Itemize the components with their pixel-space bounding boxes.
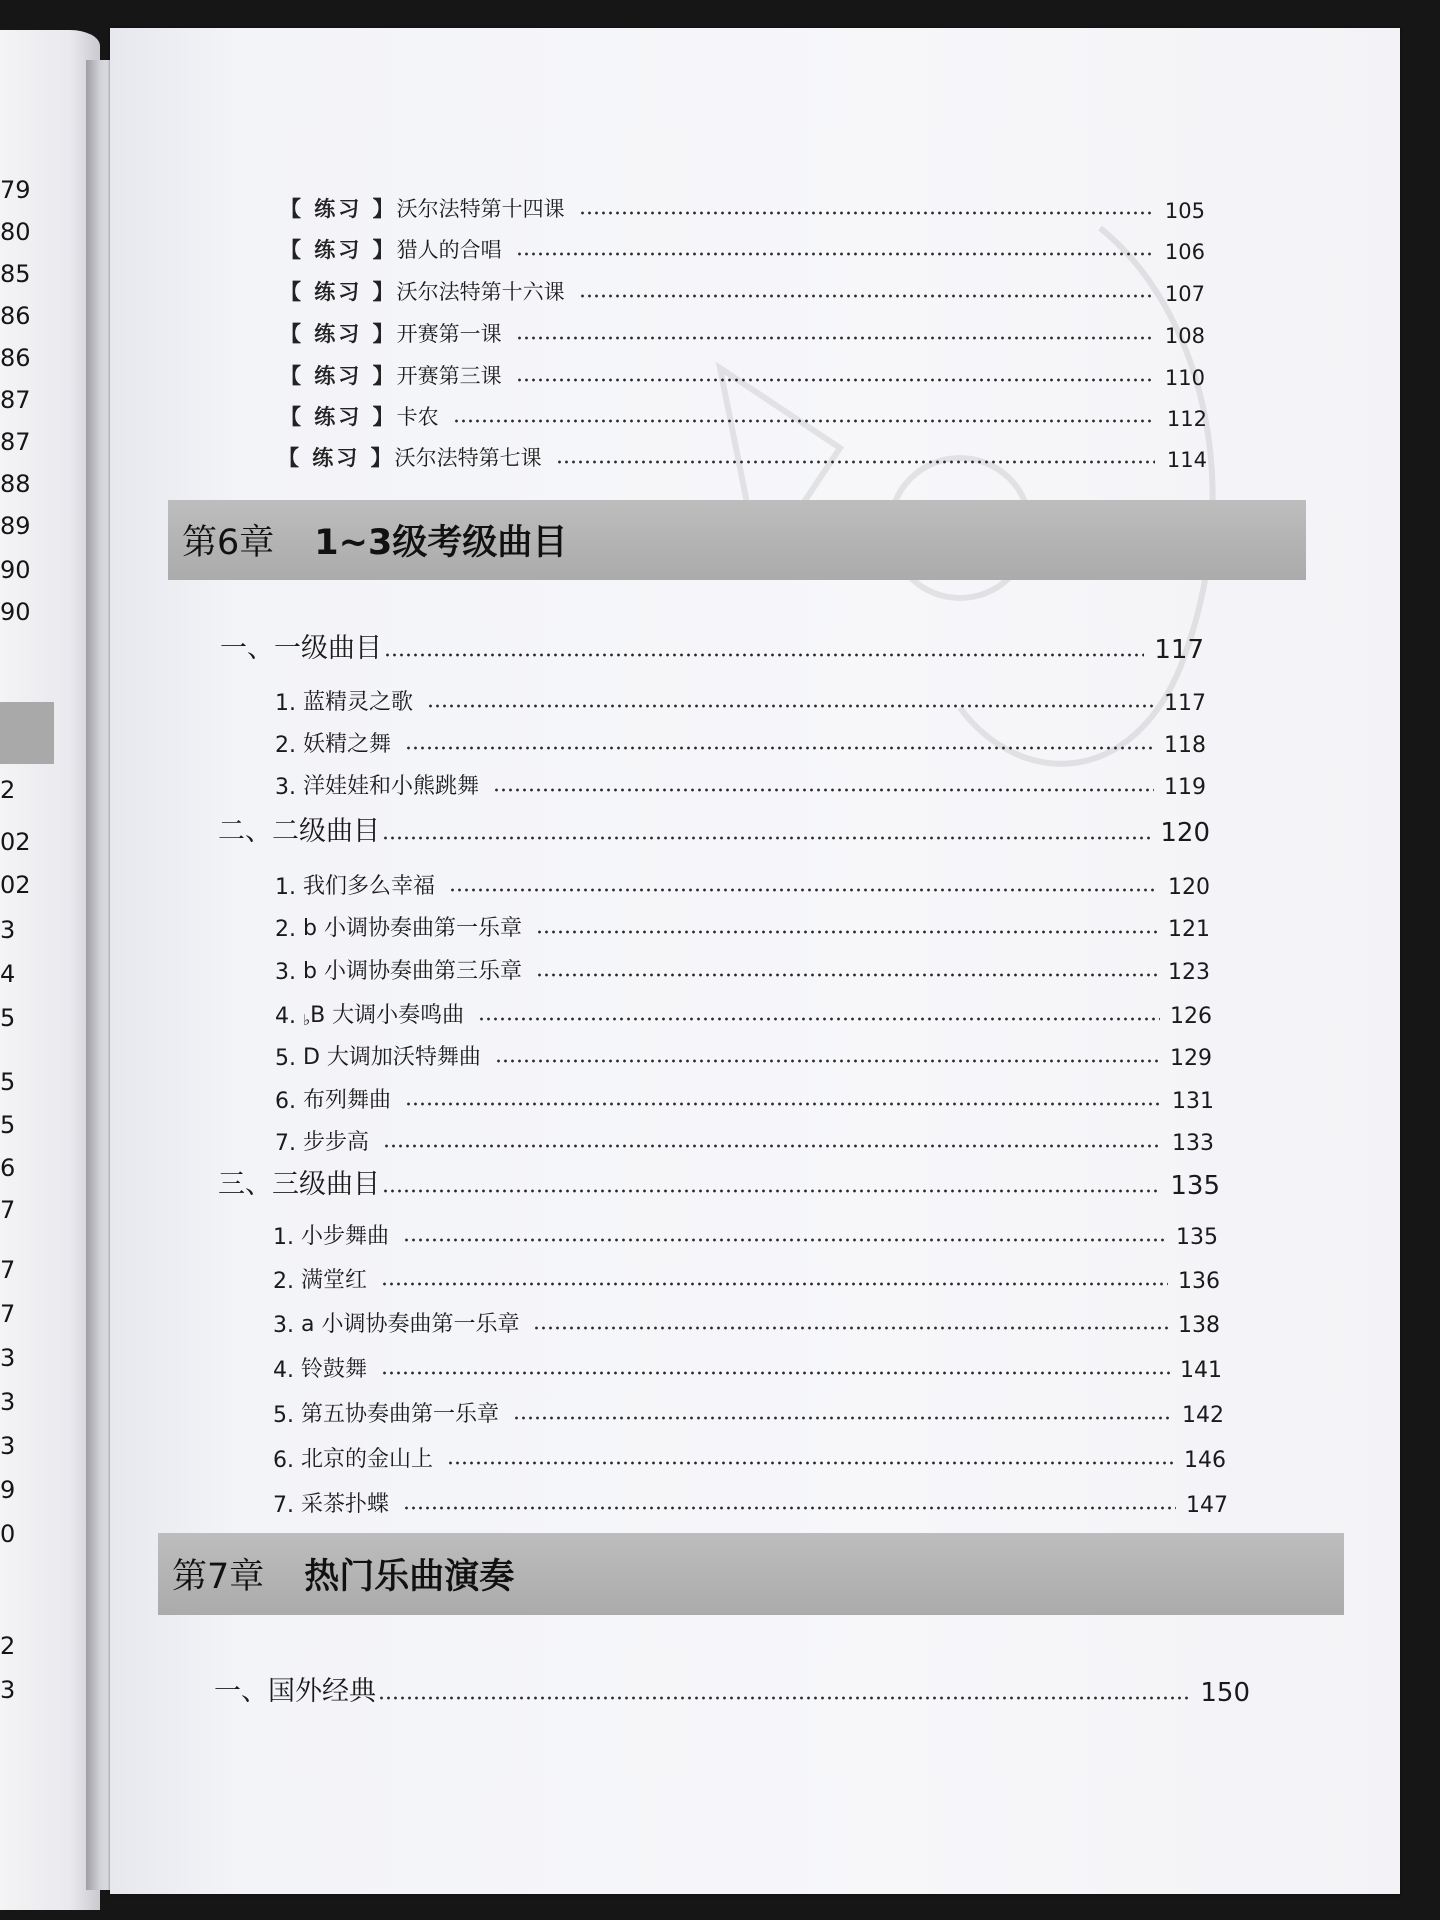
left-page-number: 3 — [0, 1388, 16, 1416]
entry-number: 7. — [273, 1493, 294, 1518]
left-page-number: 90 — [0, 598, 31, 626]
exercise-tag: 【 练习 】 — [280, 280, 397, 304]
left-page-number: 7 — [0, 1196, 16, 1224]
left-page-number: 0 — [0, 1520, 16, 1548]
entry-page: 142 — [1182, 1403, 1224, 1428]
dot-leader — [495, 1059, 1160, 1063]
toc-entry[interactable] — [273, 1398, 1224, 1428]
entry-title: 猎人的合唱 — [396, 238, 502, 262]
exercise-tag: 【 练习 】 — [280, 405, 397, 429]
dot-leader — [383, 1144, 1162, 1148]
entry-title: 洋娃娃和小熊跳舞 — [303, 774, 480, 799]
exercise-tag: 【 练习 】 — [280, 238, 397, 262]
toc-entry[interactable] — [275, 1041, 1212, 1071]
section-title: 三、三级曲目 — [218, 1169, 380, 1200]
section-title: 二、二级曲目 — [218, 816, 380, 847]
toc-entry[interactable] — [273, 1308, 1220, 1338]
entry-page: 120 — [1168, 875, 1210, 900]
section-page: 135 — [1170, 1171, 1220, 1201]
toc-entry[interactable] — [275, 1084, 1214, 1114]
toc-entry[interactable] — [275, 912, 1210, 942]
toc-entry[interactable] — [273, 1488, 1228, 1518]
entry-page: 121 — [1168, 917, 1210, 942]
entry-title: 第五协奏曲第一乐章 — [301, 1402, 500, 1427]
entry-number: 2. — [275, 917, 296, 942]
left-page-number: 2 — [0, 1632, 16, 1660]
toc-entry-exercise[interactable] — [278, 442, 1207, 472]
toc-entry[interactable] — [275, 870, 1210, 900]
entry-page: 118 — [1164, 733, 1206, 758]
toc-entry[interactable] — [275, 1126, 1214, 1156]
exercise-tag: 【 练习 】 — [278, 446, 395, 470]
left-page-number: 86 — [0, 302, 31, 330]
entry-number: 5. — [273, 1403, 294, 1428]
toc-section-foreign[interactable] — [214, 1672, 1250, 1708]
left-page-number: 87 — [0, 386, 31, 414]
dot-leader — [536, 973, 1158, 977]
left-page-number: 5 — [0, 1111, 16, 1139]
entry-page: 146 — [1184, 1448, 1226, 1473]
exercise-tag: 【 练习 】 — [280, 322, 397, 346]
toc-section-grade2[interactable] — [218, 812, 1210, 848]
entry-page: 136 — [1178, 1269, 1220, 1294]
toc-entry-exercise[interactable] — [280, 276, 1205, 306]
left-page-number: 87 — [0, 428, 31, 456]
dot-leader — [579, 211, 1153, 215]
entry-title: 沃尔法特第十四课 — [396, 197, 565, 221]
dot-leader — [405, 1102, 1162, 1106]
toc-entry[interactable] — [273, 1264, 1220, 1294]
entry-number: 6. — [273, 1448, 294, 1473]
left-page-number: 6 — [0, 1154, 16, 1182]
left-page-number: 88 — [0, 470, 31, 498]
entry-page: 123 — [1168, 960, 1210, 985]
left-chapter-bar — [0, 702, 54, 764]
entry-page: 105 — [1164, 199, 1205, 223]
left-page-number: 90 — [0, 556, 31, 584]
entry-title: 蓝精灵之歌 — [303, 690, 414, 715]
left-page-number: 7 — [0, 1256, 16, 1284]
toc-entry[interactable] — [275, 686, 1206, 716]
chapter-title: 热门乐曲演奏 — [304, 1557, 515, 1597]
dot-leader — [516, 252, 1153, 256]
dot-leader — [403, 1506, 1176, 1510]
chapter-number: 第6章 — [182, 523, 275, 563]
left-page-number: 3 — [0, 916, 16, 944]
dot-leader — [453, 419, 1155, 423]
toc-entry[interactable] — [275, 728, 1206, 758]
entry-title: 卡农 — [396, 405, 439, 429]
entry-number: 7. — [275, 1131, 296, 1156]
exercise-tag: 【 练习 】 — [280, 197, 397, 221]
toc-entry-exercise[interactable] — [280, 360, 1205, 390]
left-page-number: 4 — [0, 960, 16, 988]
entry-title: 妖精之舞 — [303, 732, 392, 757]
entry-title: 满堂红 — [301, 1268, 368, 1293]
entry-page: 112 — [1166, 407, 1207, 431]
entry-number: 3. — [275, 960, 296, 985]
entry-page: 138 — [1178, 1313, 1220, 1338]
left-page-number: 3 — [0, 1344, 16, 1372]
entry-number: 3. — [275, 775, 296, 800]
toc-entry[interactable] — [273, 1443, 1226, 1473]
entry-title: 沃尔法特第十六课 — [396, 280, 565, 304]
entry-page: 117 — [1164, 691, 1206, 716]
entry-page: 110 — [1164, 366, 1205, 390]
left-page-number: 3 — [0, 1676, 16, 1704]
entry-title: 沃尔法特第七课 — [394, 446, 542, 470]
left-page-number: 80 — [0, 218, 31, 246]
entry-title: b 小调协奏曲第三乐章 — [303, 959, 522, 984]
entry-number: 1. — [275, 875, 296, 900]
left-page-number: 02 — [0, 871, 31, 899]
dot-leader — [427, 704, 1154, 708]
toc-section-grade1[interactable] — [220, 629, 1204, 665]
dot-leader — [381, 1282, 1168, 1286]
left-page-number: 79 — [0, 176, 31, 204]
dot-leader — [516, 378, 1153, 382]
dot-leader — [513, 1416, 1172, 1420]
entry-page: 114 — [1166, 448, 1207, 472]
entry-page: 131 — [1172, 1089, 1214, 1114]
toc-section-grade3[interactable] — [218, 1165, 1220, 1201]
dot-leader — [384, 653, 1144, 657]
dot-leader — [579, 294, 1153, 298]
dot-leader — [536, 930, 1158, 934]
exercise-tag: 【 练习 】 — [280, 364, 397, 388]
section-title: 一、一级曲目 — [220, 633, 382, 664]
entry-title: 铃鼓舞 — [301, 1357, 368, 1382]
entry-title: 北京的金山上 — [301, 1447, 434, 1472]
entry-title: 我们多么幸福 — [303, 874, 436, 899]
dot-leader — [493, 788, 1154, 792]
toc-page — [110, 28, 1400, 1894]
left-page-number: 85 — [0, 260, 31, 288]
chapter-title: 1~3级考级曲目 — [314, 523, 568, 563]
entry-title: 开赛第三课 — [396, 364, 502, 388]
toc-entry-exercise[interactable] — [280, 401, 1207, 431]
entry-title: 布列舞曲 — [303, 1088, 392, 1113]
left-page-number: 7 — [0, 1300, 16, 1328]
dot-leader — [405, 746, 1154, 750]
entry-number: 3. — [273, 1313, 294, 1338]
toc-entry[interactable] — [275, 955, 1210, 985]
left-page-number: 5 — [0, 1068, 16, 1096]
left-page-number: 89 — [0, 512, 31, 540]
dot-leader — [556, 460, 1155, 464]
dot-leader — [403, 1238, 1166, 1242]
dot-leader — [382, 1189, 1160, 1193]
entry-title: 开赛第一课 — [396, 322, 502, 346]
dot-leader — [378, 1696, 1190, 1700]
dot-leader — [382, 836, 1150, 840]
toc-entry[interactable] — [275, 770, 1206, 800]
entry-title: 采茶扑蝶 — [301, 1492, 390, 1517]
entry-title: D 大调加沃特舞曲 — [303, 1045, 481, 1070]
entry-title: a 小调协奏曲第一乐章 — [301, 1312, 520, 1337]
entry-title: B 大调小奏鸣曲 — [310, 1003, 465, 1028]
left-page — [0, 30, 100, 1910]
toc-entry[interactable] — [273, 1353, 1222, 1383]
entry-number: 2. — [275, 733, 296, 758]
entry-title: b 小调协奏曲第一乐章 — [303, 916, 522, 941]
dot-leader — [478, 1017, 1160, 1021]
entry-number: 1. — [273, 1225, 294, 1250]
flat-sign: ♭ — [303, 1011, 311, 1029]
entry-page: 108 — [1164, 324, 1205, 348]
entry-number: 4. — [275, 1004, 296, 1029]
entry-page: 147 — [1186, 1493, 1228, 1518]
chapter-number: 第7章 — [172, 1557, 265, 1597]
entry-page: 126 — [1170, 1004, 1212, 1029]
dot-leader — [447, 1461, 1174, 1465]
entry-number: 2. — [273, 1269, 294, 1294]
entry-title: 步步高 — [303, 1130, 370, 1155]
toc-entry-exercise[interactable] — [280, 234, 1205, 264]
entry-page: 106 — [1164, 240, 1205, 264]
entry-page: 129 — [1170, 1046, 1212, 1071]
left-page-number: 2 — [0, 776, 16, 804]
dot-leader — [533, 1326, 1168, 1330]
entry-number: 5. — [275, 1046, 296, 1071]
section-title: 一、国外经典 — [214, 1676, 376, 1707]
chapter-7-banner[interactable] — [158, 1533, 1344, 1615]
entry-page: 135 — [1176, 1225, 1218, 1250]
toc-entry[interactable] — [275, 999, 1212, 1029]
section-page: 150 — [1200, 1678, 1250, 1708]
entry-page: 119 — [1164, 775, 1206, 800]
left-page-number: 9 — [0, 1476, 16, 1504]
dot-leader — [381, 1371, 1170, 1375]
toc-entry-exercise[interactable] — [280, 318, 1205, 348]
chapter-6-banner[interactable] — [168, 500, 1306, 580]
entry-page: 141 — [1180, 1358, 1222, 1383]
dot-leader — [449, 888, 1158, 892]
left-page-number: 86 — [0, 344, 31, 372]
dot-leader — [516, 336, 1153, 340]
section-page: 120 — [1160, 818, 1210, 848]
entry-number: 6. — [275, 1089, 296, 1114]
left-page-number: 3 — [0, 1432, 16, 1460]
entry-page: 133 — [1172, 1131, 1214, 1156]
entry-title: 小步舞曲 — [301, 1224, 390, 1249]
entry-page: 107 — [1164, 282, 1205, 306]
entry-number: 1. — [275, 691, 296, 716]
left-page-number: 5 — [0, 1004, 16, 1032]
entry-number: 4. — [273, 1358, 294, 1383]
toc-entry[interactable] — [273, 1220, 1218, 1250]
section-page: 117 — [1154, 635, 1204, 665]
toc-entry-exercise[interactable] — [280, 193, 1205, 223]
left-page-number: 02 — [0, 828, 31, 856]
